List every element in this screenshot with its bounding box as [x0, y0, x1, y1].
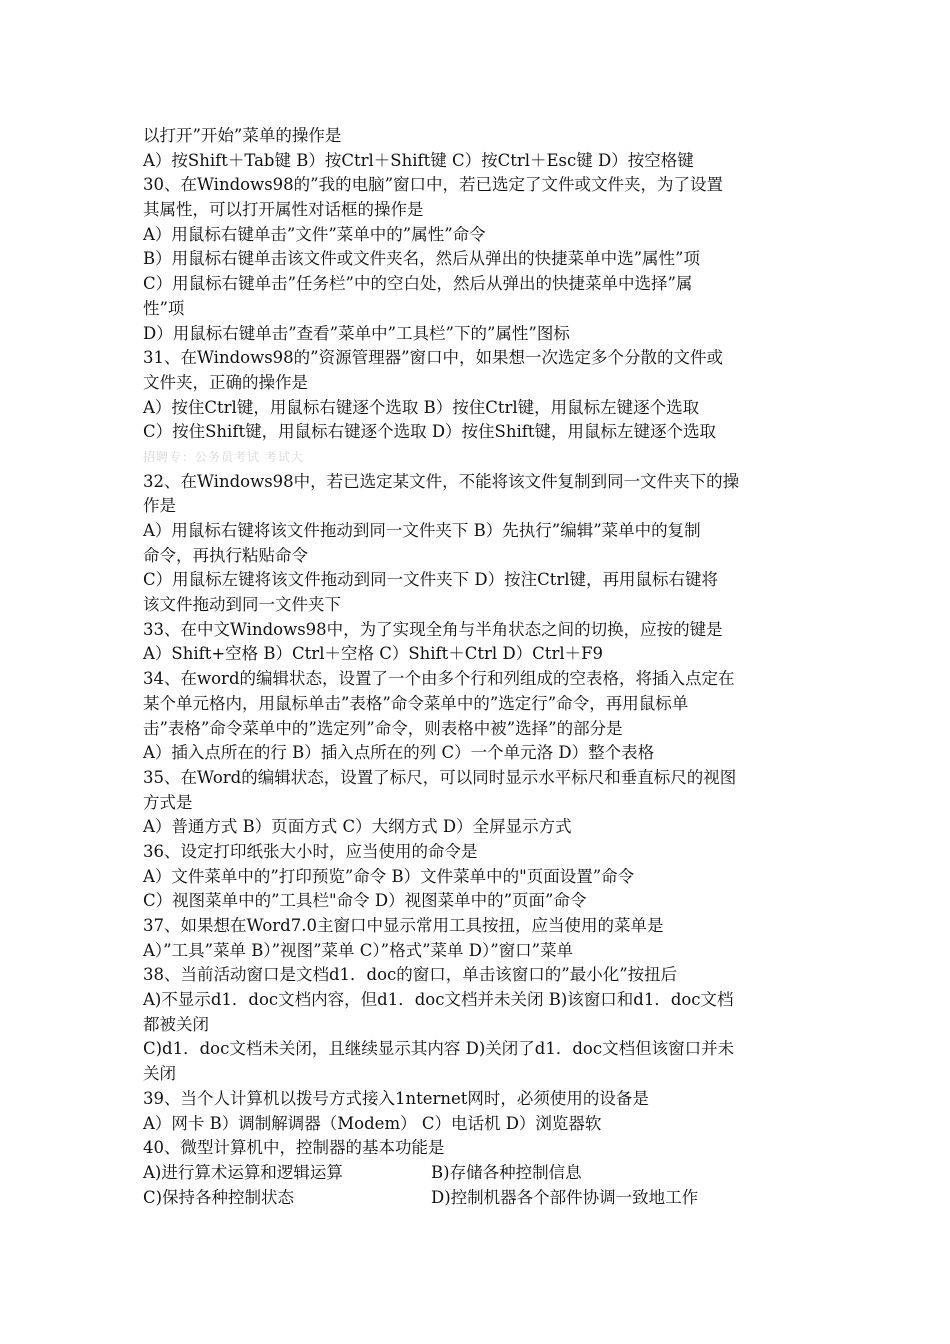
text-line: 某个单元格内，用鼠标单击”表格”命令菜单中的”选定行”命令，再用鼠标单 — [143, 693, 689, 713]
text-line: 作是 — [143, 496, 176, 516]
option-d: D)控制机器各个部件协调一致地工作 — [431, 1187, 699, 1207]
text-line: A）网卡 B）调制解调器（Modem） C）电话机 D）浏览器软 — [143, 1113, 602, 1133]
text-line: 性”项 — [143, 298, 185, 318]
text-line: 都被关闭 — [143, 1014, 209, 1034]
text-line: A）普通方式 B）页面方式 C）大纲方式 D）全屏显示方式 — [143, 817, 572, 837]
text-line: 31、在Windows98的”资源管理器”窗口中，如果想一次选定多个分散的文件或 — [143, 348, 724, 368]
text-line: D）用鼠标右键单击”查看”菜单中”工具栏”下的”属性”图标 — [143, 323, 570, 343]
text-line: 38、当前活动窗口是文档d1．doc的窗口，单击该窗口的”最小化”按扭后 — [143, 965, 678, 985]
option-c: C)保持各种控制状态 — [143, 1187, 295, 1207]
text-line: A）文件菜单中的”打印预览”命令 B）文件菜单中的"页面设置”命令 — [143, 866, 635, 886]
text-line: C）用鼠标左键将该文件拖动到同一文件夹下 D）按注Ctrl键，再用鼠标右键将 — [143, 570, 719, 590]
text-line: 文件夹，正确的操作是 — [143, 372, 308, 392]
text-line: 命令，再执行粘贴命令 — [143, 545, 308, 565]
document-body — [143, 124, 813, 1210]
text-line: A）插入点所在的行 B）插入点所在的列 C）一个单元洛 D）整个表格 — [143, 743, 655, 763]
option-b: B)存储各种控制信息 — [431, 1162, 582, 1182]
text-line: 32、在Windows98中，若已选定某文件，不能将该文件复制到同一文件夹下的操 — [143, 471, 740, 491]
text-line: C）视图菜单中的”工具栏"命令 D）视图菜单中的”页面”命令 — [143, 891, 587, 911]
text-line: A）”工具”菜单 B）”视图”菜单 C）”格式”菜单 D）”窗口”菜单 — [143, 940, 574, 960]
text-line: A）用鼠标右键单击”文件”菜单中的”属性”命令 — [143, 224, 486, 244]
text-line: A）用鼠标右键将该文件拖动到同一文件夹下 B）先执行”编辑”菜单中的复制 — [143, 521, 701, 540]
text-line: C）用鼠标右键单击”任务栏”中的空白处，然后从弹出的快捷菜单中选择”属 — [143, 274, 693, 294]
text-line: 37、如果想在Word7.0主窗口中显示常用工具按扭，应当使用的菜单是 — [143, 916, 664, 935]
q40-options-row-2 — [143, 1186, 813, 1211]
text-line: 击”表格”命令菜单中的”选定列”命令，则表格中被”选择”的部分是 — [143, 718, 623, 738]
text-line: A）按住Ctrl键，用鼠标右键逐个选取 B）按住Ctrl键，用鼠标左键逐个选取 — [143, 397, 700, 417]
text-line: 该文件拖动到同一文件夹下 — [143, 595, 341, 615]
text-line: 30、在Windows98的”我的电脑”窗口中，若已选定了文件或文件夹，为了设置 — [143, 175, 724, 195]
text-line: 方式是 — [143, 792, 193, 812]
text-line: 关闭 — [143, 1064, 176, 1084]
text-line: 39、当个人计算机以拨号方式接入1nternet网时，必须使用的设备是 — [143, 1088, 649, 1108]
text-line: 其属性，可以打开属性对话框的操作是 — [143, 200, 424, 220]
text-line: 40、微型计算机中，控制器的基本功能是 — [143, 1138, 445, 1158]
option-a: A)进行算术运算和逻辑运算 — [143, 1162, 343, 1182]
text-line: A）按Shift＋Tab键 B）按Ctrl＋Shift键 C）按Ctrl＋Esc键 D）按空格键 — [143, 150, 694, 170]
text-line: A)不显示d1．doc文档内容，但d1．doc文档并未关闭 B)该窗口和d1．doc文档 — [143, 990, 734, 1010]
text-line: C)d1．doc文档未关闭，且继续显示其内容 D)关闭了d1．doc文档但该窗口并未 — [143, 1039, 735, 1059]
watermark-text: 招聘专：公务员考试 考试大 — [143, 449, 304, 464]
text-line: A）Shift+空格 B）Ctrl＋空格 C）Shift＋Ctrl D）Ctrl＋F9 — [143, 644, 604, 664]
text-line: 36、设定打印纸张大小时，应当使用的命令是 — [143, 841, 478, 861]
text-line: 以打开”开始”菜单的操作是 — [143, 126, 342, 145]
text-line: 33、在中文Windows98中，为了实现全角与半角状态之间的切换，应按的键是 — [143, 619, 723, 639]
text-line: 35、在Word的编辑状态，设置了标尺，可以同时显示水平标尺和垂直标尺的视图 — [143, 767, 737, 787]
text-line: B）用鼠标右键单击该文件或文件夹名，然后从弹出的快捷菜单中选”属性”项 — [143, 249, 700, 269]
q40-options-row-1 — [143, 1161, 813, 1186]
text-line: C）按住Shift键，用鼠标右键逐个选取 D）按住Shift键，用鼠标左键逐个选取 — [143, 422, 716, 442]
text-line: 34、在word的编辑状态，设置了一个由多个行和列组成的空表格，将插入点定在 — [143, 669, 735, 689]
